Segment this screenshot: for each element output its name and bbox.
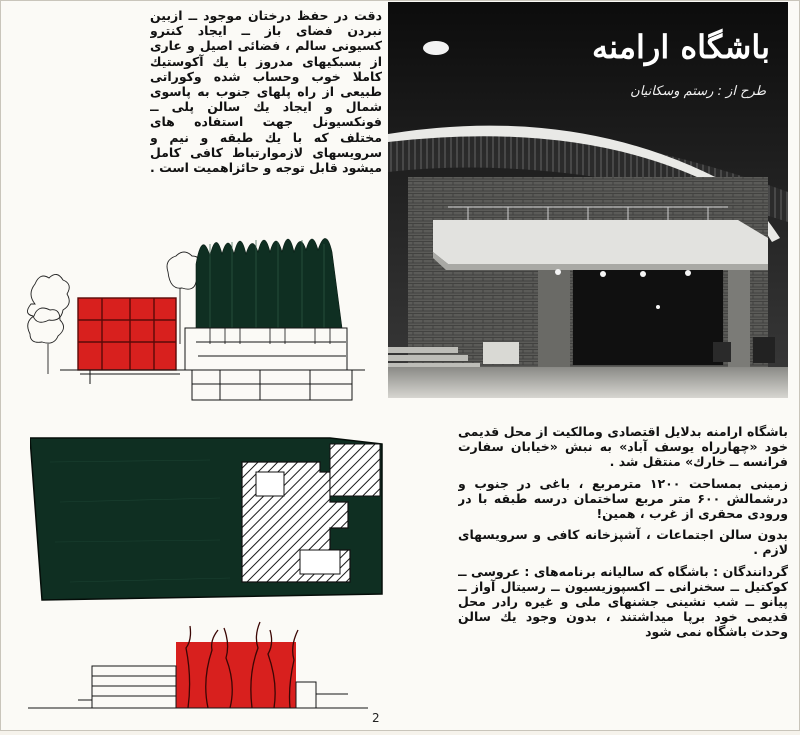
body-paragraph-4: گردانندگان : باشگاه که سالیانه برنامه‌های : عروسی ــ کوکتیل ــ سخنرانی ــ اکسپوزیسیون ــ رسیتال آواز ــ پیانو ــ شب نشینی جشنهای ملی و غیره رادر محل قدیمی خود برپا میداشتند ، بدون وجود یك سالن وحدت باشگاه نمی شود: [458, 563, 788, 640]
body-paragraph-2: زمینی بمساحت ۱۲۰۰ مترمربع ، باغی در جنوب و درشمالش ۶۰۰ متر مربع ساختمان درسه طبقه با در ورودی محقری از غرب ، همین!: [458, 475, 788, 522]
body-paragraph-3: بدون سالن اجتماعات ، آشپزخانه کافی و سرویسهای لازم .: [458, 527, 788, 558]
photo-title: باشگاه ارامنه: [592, 28, 770, 66]
page-number: 2: [372, 711, 380, 725]
body-paragraph-1: باشگاه ارامنه بدلایل اقتصادی ومالکیت از محل قدیمی خود «چهارراه یوسف آباد» به نبش «خیابان سفارت فرانسه ــ خارك» منتقل شد .: [458, 424, 788, 470]
intro-text: دقت در حفظ درختان موجود ــ ازبین نبردن فضای باز ــ ایجاد کنترو کسیونی سالم ، فضائی اصیل و عاری از بسبکیهای مدروز با یك آکوستیك کاملا خوب وحساب شده وکوراتی طبیعی از راه پلهای جنوب به پاسوی شمال و ایجاد یك سالن پلی ــ فونکسیونل جهت استفاده های مختلف که با یك طبقه و نیم و سرویسهای لازموارتباط کافی کامل میشود قابل توجه و حائزاهمیت است .: [150, 8, 382, 176]
photo-subtitle: طرح از : رستم وسکانیان: [630, 84, 766, 99]
